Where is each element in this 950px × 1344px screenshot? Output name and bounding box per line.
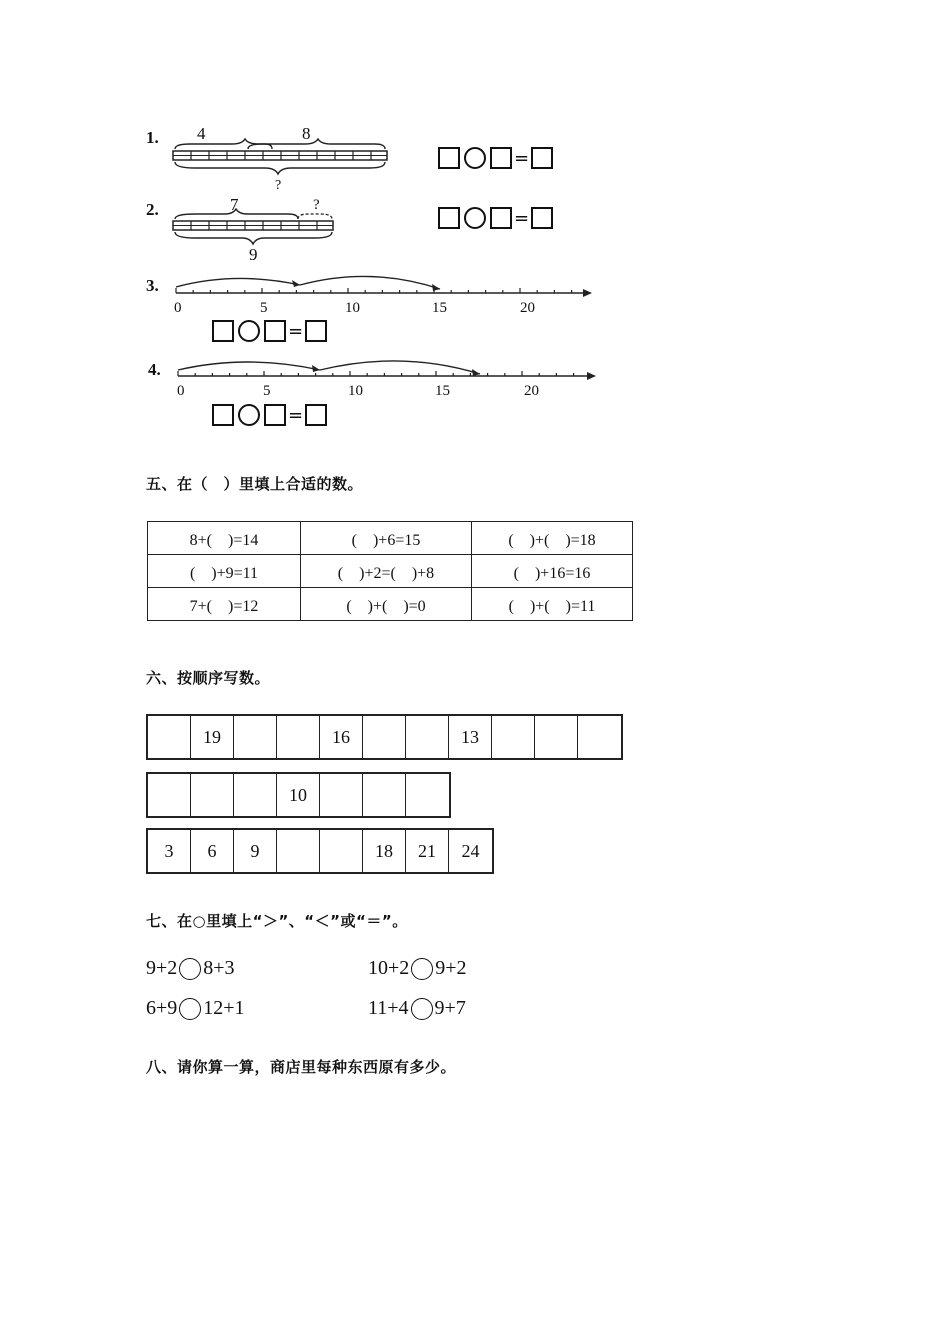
compare-left: 6+9	[146, 997, 178, 1019]
compare-item-3	[146, 997, 245, 1020]
sequence-cell[interactable]: 13	[449, 716, 492, 758]
q4-axis-label-20: 20	[524, 383, 539, 399]
q3-number-line	[170, 265, 600, 305]
q2-operator-circle[interactable]	[464, 207, 486, 229]
sequence-cell[interactable]	[363, 716, 406, 758]
sequence-cell[interactable]: 6	[191, 830, 234, 872]
compare-item-4	[368, 997, 466, 1020]
q1-answer-box-3[interactable]	[531, 147, 553, 169]
table-row	[148, 588, 633, 621]
sequence-row-1	[146, 714, 623, 760]
sequence-cell[interactable]	[234, 716, 277, 758]
q4-axis-label-5: 5	[263, 383, 271, 399]
compare-circle[interactable]	[411, 958, 433, 980]
q1-answer-box-2[interactable]	[490, 147, 512, 169]
compare-item-2	[368, 957, 467, 980]
fill-cell[interactable]: ( )+6=15	[301, 522, 472, 555]
q3-axis-label-15: 15	[432, 300, 447, 316]
fill-cell[interactable]: ( )+( )=11	[472, 588, 633, 621]
compare-circle[interactable]	[179, 958, 201, 980]
q3-answer-box-1[interactable]	[212, 320, 234, 342]
q3-answer-box-2[interactable]	[264, 320, 286, 342]
sequence-cell[interactable]	[191, 774, 234, 816]
q3-axis-label-5: 5	[260, 300, 268, 316]
q4-number: 4.	[148, 360, 161, 379]
compare-right: 9+2	[435, 957, 467, 979]
fill-cell[interactable]: ( )+( )=18	[472, 522, 633, 555]
q3-number: 3.	[146, 276, 159, 295]
sequence-cell[interactable]: 21	[406, 830, 449, 872]
sequence-cell[interactable]	[406, 716, 449, 758]
q3-operator-circle[interactable]	[238, 320, 260, 342]
section7-heading: 七、在○里填上“＞”、“＜”或“＝”。	[146, 912, 408, 930]
q3-axis-label-10: 10	[345, 300, 360, 316]
compare-circle[interactable]	[179, 998, 201, 1020]
q4-answer-box-3[interactable]	[305, 404, 327, 426]
q4-axis-label-0: 0	[177, 383, 185, 399]
q2-answer-box-3[interactable]	[531, 207, 553, 229]
q1-top-label-a: 4	[197, 124, 206, 143]
sequence-cell[interactable]: 3	[148, 830, 191, 872]
sequence-row-2	[146, 772, 451, 818]
fill-cell[interactable]: ( )+16=16	[472, 555, 633, 588]
q2-bottom-label: 9	[249, 245, 258, 264]
sequence-cell[interactable]: 16	[320, 716, 363, 758]
q1-equation	[438, 147, 553, 169]
fill-cell[interactable]: ( )+( )=0	[301, 588, 472, 621]
sequence-cell[interactable]	[277, 716, 320, 758]
section5-heading: 五、在（ ）里填上合适的数。	[146, 475, 364, 493]
q4-answer-box-1[interactable]	[212, 404, 234, 426]
q3-equation	[212, 320, 327, 342]
q1-answer-box-1[interactable]	[438, 147, 460, 169]
q1-number: 1.	[146, 128, 159, 147]
q4-equation	[212, 404, 327, 426]
q4-axis-label-15: 15	[435, 383, 450, 399]
sequence-cell[interactable]	[148, 774, 191, 816]
compare-left: 11+4	[368, 997, 409, 1019]
sequence-cell[interactable]	[320, 830, 363, 872]
sequence-cell[interactable]	[406, 774, 449, 816]
q1-segment-diagram	[170, 138, 395, 186]
compare-item-1	[146, 957, 235, 980]
sequence-cell[interactable]	[492, 716, 535, 758]
q1-operator-circle[interactable]	[464, 147, 486, 169]
q2-top-label-a: 7	[230, 195, 239, 214]
fill-cell[interactable]: ( )+9=11	[148, 555, 301, 588]
compare-left: 9+2	[146, 957, 178, 979]
q2-top-label-b: ?	[313, 197, 320, 213]
compare-right: 9+7	[434, 997, 466, 1019]
sequence-cell[interactable]	[363, 774, 406, 816]
sequence-cell[interactable]	[234, 774, 277, 816]
sequence-cell[interactable]: 9	[234, 830, 277, 872]
sequence-row-3	[146, 828, 494, 874]
sequence-cell[interactable]: 10	[277, 774, 320, 816]
sequence-cell[interactable]: 24	[461, 840, 480, 861]
q2-equals-sign: =	[514, 207, 530, 229]
compare-circle[interactable]	[411, 998, 433, 1020]
q2-answer-box-2[interactable]	[490, 207, 512, 229]
fill-cell[interactable]: 8+( )=14	[148, 522, 301, 555]
q3-axis-label-0: 0	[174, 300, 182, 316]
q2-number: 2.	[146, 200, 159, 219]
table-row	[148, 522, 633, 555]
compare-left: 10+2	[368, 957, 410, 979]
sequence-cell[interactable]	[578, 716, 621, 758]
q3-equals-sign: =	[288, 320, 304, 342]
q4-axis-label-10: 10	[348, 383, 363, 399]
q4-operator-circle[interactable]	[238, 404, 260, 426]
q4-number-line	[172, 348, 602, 388]
q3-axis-label-20: 20	[520, 300, 535, 316]
sequence-cell[interactable]	[320, 774, 363, 816]
compare-right: 8+3	[203, 957, 235, 979]
table-row	[148, 555, 633, 588]
sequence-cell[interactable]	[148, 716, 191, 758]
section5-fill-table	[147, 521, 633, 621]
sequence-cell[interactable]	[277, 830, 320, 872]
q1-equals-sign: =	[514, 147, 530, 169]
q2-segment-diagram	[170, 208, 340, 248]
sequence-cell[interactable]: 18	[363, 830, 406, 872]
compare-right: 12+1	[203, 997, 245, 1019]
fill-cell[interactable]: ( )+2=( )+8	[301, 555, 472, 588]
q1-bottom-label: ?	[275, 178, 282, 193]
q2-answer-box-1[interactable]	[438, 207, 460, 229]
section8-heading: 八、请你算一算，商店里每种东西原有多少。	[146, 1058, 457, 1076]
sequence-cell[interactable]: 19	[191, 716, 234, 758]
q4-equals-sign: =	[288, 404, 304, 426]
q2-equation	[438, 207, 553, 229]
section6-heading: 六、按顺序写数。	[146, 669, 271, 687]
q3-answer-box-3[interactable]	[305, 320, 327, 342]
fill-cell[interactable]: 7+( )=12	[148, 588, 301, 621]
sequence-cell[interactable]	[535, 716, 578, 758]
q4-answer-box-2[interactable]	[264, 404, 286, 426]
q1-top-label-b: 8	[302, 124, 311, 143]
